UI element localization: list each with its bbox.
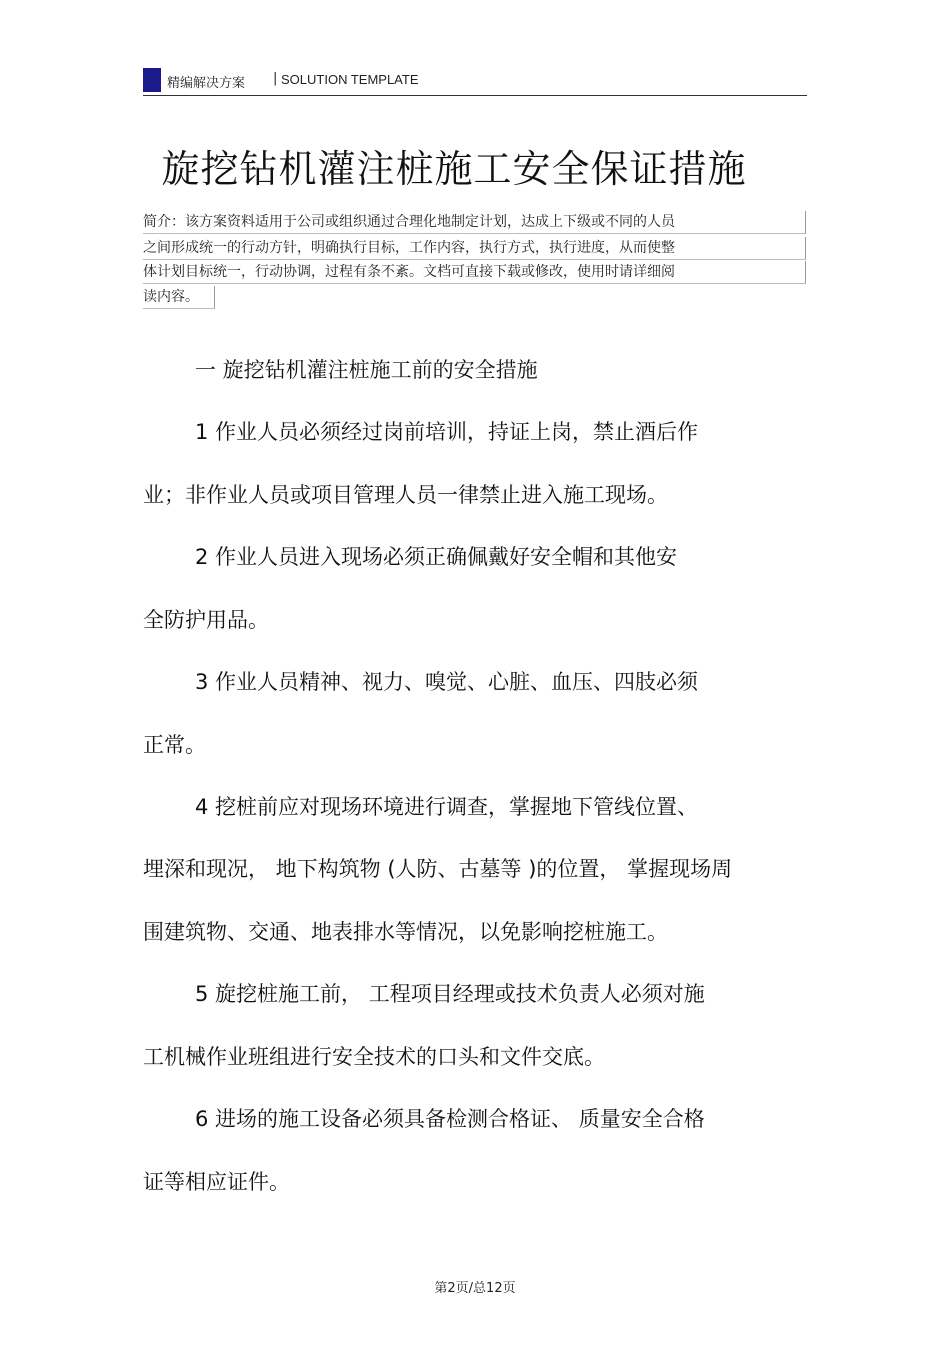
body-line: 4 挖桩前应对现场环境进行调查，掌握地下管线位置、 (195, 795, 699, 819)
body-line: 正常。 (143, 733, 206, 757)
body-line: 围建筑物、交通、地表排水等情况，以免影响挖桩施工。 (143, 920, 668, 944)
intro-line: 之间形成统一的行动方针，明确执行目标，工作内容，执行方式，执行进度，从而使整 (143, 237, 806, 260)
body-line: 3 作业人员精神、视力、嗅觉、心脏、血压、四肢必须 (195, 670, 699, 694)
body-line: 5 旋挖桩施工前， 工程项目经理或技术负责人必须对施 (195, 982, 705, 1006)
page-footer: 第2页/总12页 (434, 1281, 516, 1296)
body-line: 全防护用品。 (143, 608, 269, 632)
intro-line: 读内容。 (143, 286, 215, 309)
body-line: 1 作业人员必须经过岗前培训，持证上岗，禁止酒后作 (195, 420, 699, 444)
document-title: 旋挖钻机灌注桩施工安全保证措施 (161, 147, 747, 191)
page-header (143, 64, 807, 96)
intro-line: 体计划目标统一，行动协调，过程有条不紊。文档可直接下载或修改，使用时请详细阅 (143, 261, 806, 284)
body-line: 业；非作业人员或项目管理人员一律禁止进入施工现场。 (143, 483, 668, 507)
section-heading: 一 旋挖钻机灌注桩施工前的安全措施 (195, 358, 538, 382)
body-line: 6 进场的施工设备必须具备检测合格证、 质量安全合格 (195, 1107, 705, 1131)
body-line: 2 作业人员进入现场必须正确佩戴好安全帽和其他安 (195, 545, 678, 569)
header-brand-cn: 精编解决方案 (167, 76, 246, 91)
body-line: 埋深和现况， 地下构筑物 (人防、古墓等 )的位置， 掌握现场周 (143, 857, 733, 881)
intro-line: 简介：该方案资料适用于公司或组织通过合理化地制定计划，达成上下级或不同的人员 (143, 211, 806, 234)
body-line: 工机械作业班组进行安全技术的口头和文件交底。 (143, 1045, 605, 1069)
body-line: 证等相应证件。 (143, 1170, 290, 1194)
header-separator: | (273, 71, 278, 86)
logo-icon (143, 68, 161, 92)
header-brand-en: SOLUTION TEMPLATE (281, 72, 419, 87)
